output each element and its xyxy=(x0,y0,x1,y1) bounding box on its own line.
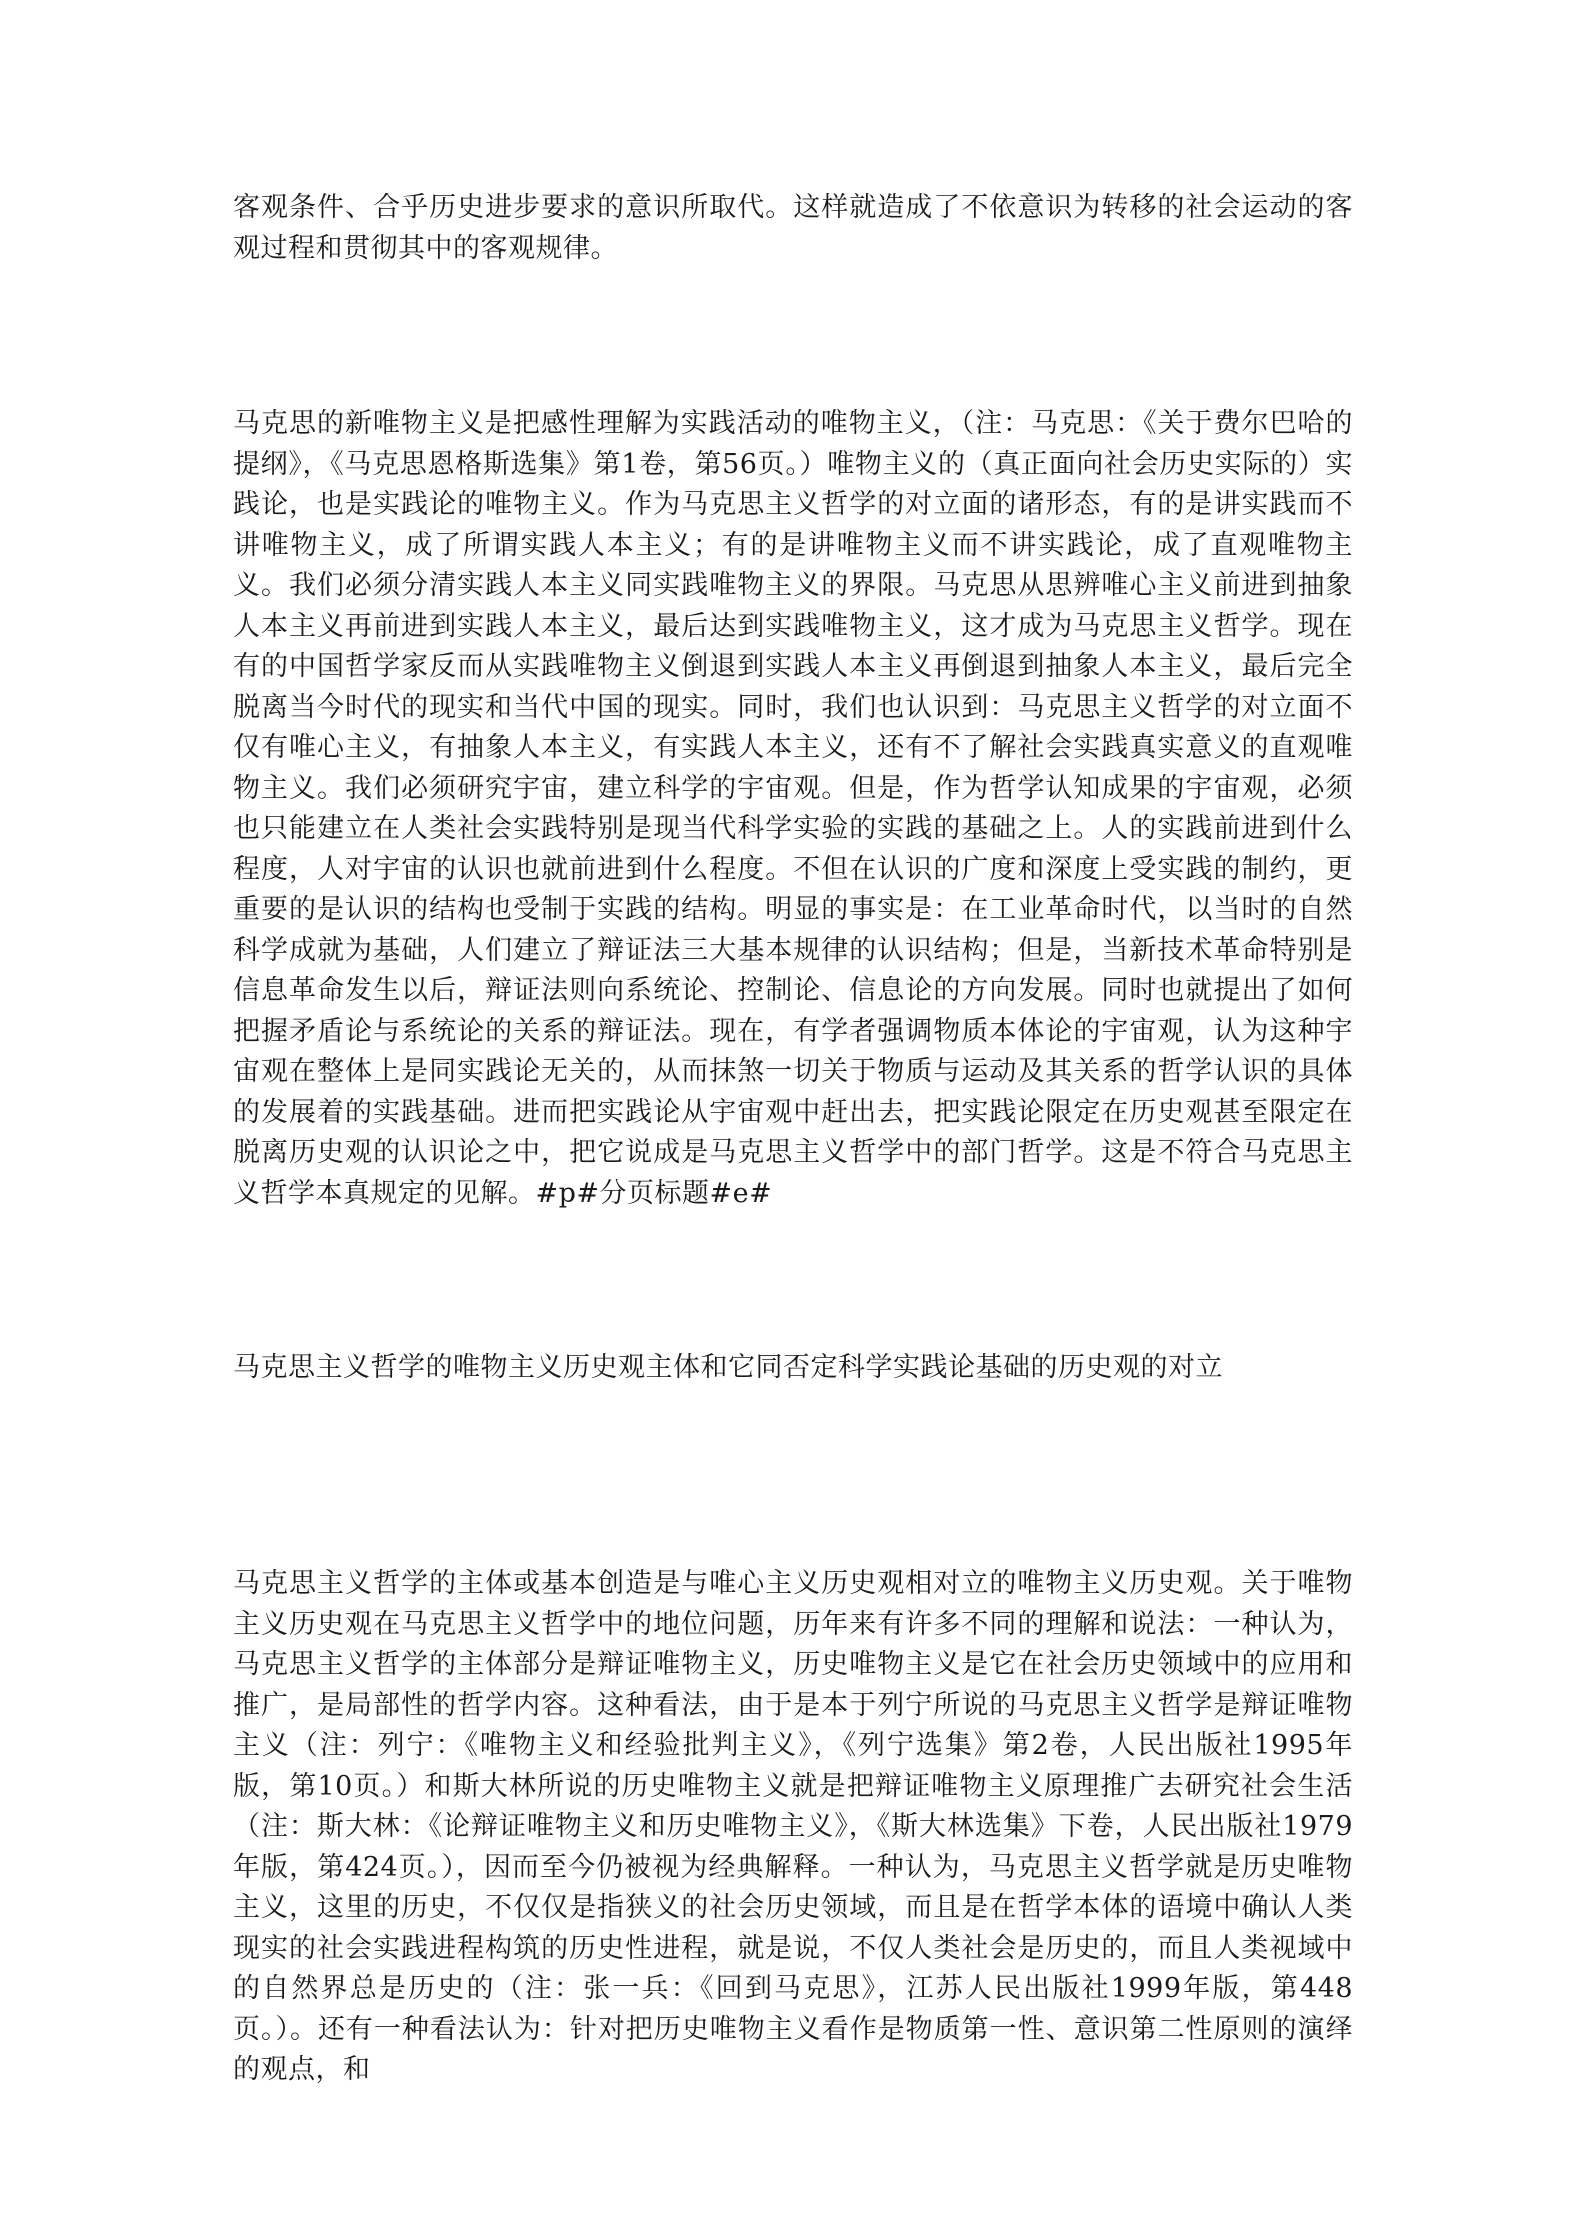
paragraph-historical-materialism: 马克思主义哲学的主体或基本创造是与唯心主义历史观相对立的唯物主义历史观。关于唯物主义历史观在马克思主义哲学中的地位问题，历年来有许多不同的理解和说法：一种认为，马克思主义哲学的主体部分是辩证唯物主义，历史唯物主义是它在社会历史领域中的应用和推广，是局部性的哲学内容。这种看法，由于是本于列宁所说的马克思主义哲学是辩证唯物主义（注：列宁：《唯物主义和经验批判主义》，《列宁选集》第2卷，人民出版社1995年版，第10页。）和斯大林所说的历史唯物主义就是把辩证唯物主义原理推广去研究社会生活（注：斯大林：《论辩证唯物主义和历史唯物主义》，《斯大林选集》下卷，人民出版社1979年版，第424页。），因而至今仍被视为经典解释。一种认为，马克思主义哲学就是历史唯物主义，这里的历史，不仅仅是指狭义的社会历史领域，而且是在哲学本体的语境中确认人类现实的社会实践进程构筑的历史性进程，就是说，不仅人类社会是历史的，而且人类视域中的自然界总是历史的（注：张一兵：《回到马克思》，江苏人民出版社1999年版，第448页。）。还有一种看法认为：针对把历史唯物主义看作是物质第一性、意识第二性原则的演绎的观点，和 xyxy=(233,1568,1353,2085)
paragraph-intro-continuation: 客观条件、合乎历史进步要求的意识所取代。这样就造成了不依意识为转移的社会运动的客观过程和贯彻其中的客观规律。 xyxy=(233,192,1353,264)
section-heading: 马克思主义哲学的唯物主义历史观主体和它同否定科学实践论基础的历史观的对立 xyxy=(233,1352,1223,1383)
paragraph-practice-materialism: 马克思的新唯物主义是把感性理解为实践活动的唯物主义，（注：马克思：《关于费尔巴哈的提纲》，《马克思恩格斯选集》第1卷，第56页。）唯物主义的（真正面向社会历史实际的）实践论，也是实践论的唯物主义。作为马克思主义哲学的对立面的诸形态，有的是讲实践而不讲唯物主义，成了所谓实践人本主义；有的是讲唯物主义而不讲实践论，成了直观唯物主义。我们必须分清实践人本主义同实践唯物主义的界限。马克思从思辨唯心主义前进到抽象人本主义再前进到实践人本主义，最后达到实践唯物主义，这才成为马克思主义哲学。现在有的中国哲学家反而从实践唯物主义倒退到实践人本主义再倒退到抽象人本主义，最后完全脱离当今时代的现实和当代中国的现实。同时，我们也认识到：马克思主义哲学的对立面不仅有唯心主义，有抽象人本主义，有实践人本主义，还有不了解社会实践真实意义的直观唯物主义。我们必须研究宇宙，建立科学的宇宙观。但是，作为哲学认知成果的宇宙观，必须也只能建立在人类社会实践特别是现当代科学实验的实践的基础之上。人的实践前进到什么程度，人对宇宙的认识也就前进到什么程度。不但在认识的广度和深度上受实践的制约，更重要的是认识的结构也受制于实践的结构。明显的事实是：在工业革命时代，以当时的自然科学成就为基础，人们建立了辩证法三大基本规律的认识结构；但是，当新技术革命特别是信息革命发生以后，辩证法则向系统论、控制论、信息论的方向发展。同时也就提出了如何把握矛盾论与系统论的关系的辩证法。现在，有学者强调物质本体论的宇宙观，认为这种宇宙观在整体上是同实践论无关的，从而抹煞一切关于物质与运动及其关系的哲学认识的具体的发展着的实践基础。进而把实践论从宇宙观中赶出去，把实践论限定在历史观甚至限定在脱离历史观的认识论之中，把它说成是马克思主义哲学中的部门哲学。这是不符合马克思主义哲学本真规定的见解。#p#分页标题#e# xyxy=(233,408,1353,1209)
